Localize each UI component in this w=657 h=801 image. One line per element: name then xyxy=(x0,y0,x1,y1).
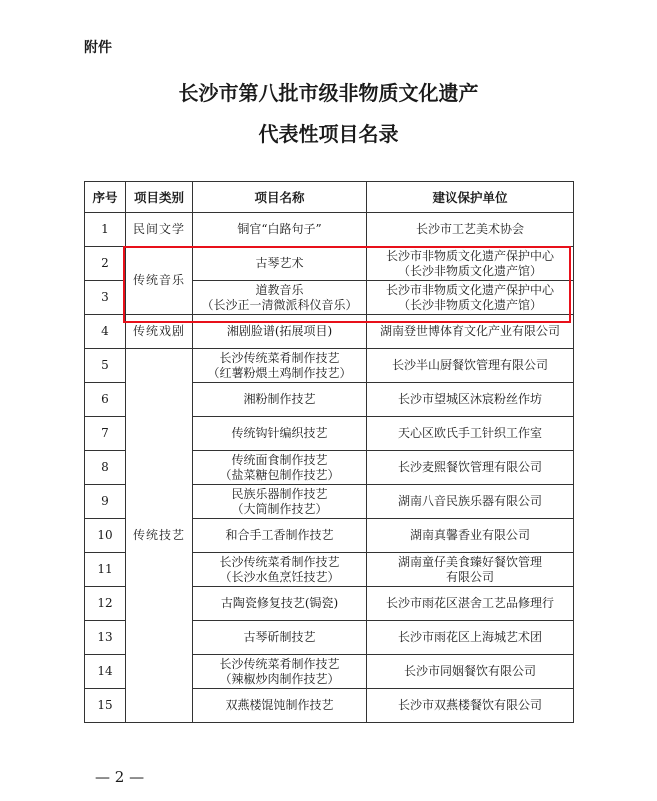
category-cell: 传统戏剧 xyxy=(126,315,193,349)
project-name-line: 古琴斫制技艺 xyxy=(243,630,316,644)
protection-unit-cell xyxy=(367,519,574,553)
page-title-line1: 长沙市第八批市级非物质文化遗产 xyxy=(178,81,479,105)
header-serial: 序号 xyxy=(85,182,126,213)
project-name-cell xyxy=(193,587,367,621)
project-name-line: 民族乐器制作技艺 xyxy=(231,486,328,501)
table-row xyxy=(85,213,574,247)
project-name-line: 湘粉制作技艺 xyxy=(243,392,316,406)
project-name-line: 双燕楼馄饨制作技艺 xyxy=(225,698,334,712)
protection-unit-cell xyxy=(367,417,574,451)
protection-unit-line: 长沙麦熙餐饮管理有限公司 xyxy=(397,460,542,474)
protection-unit-line: 长沙半山厨餐饮管理有限公司 xyxy=(391,358,548,372)
protection-unit-line: 长沙市望城区沐宸粉丝作坊 xyxy=(397,392,542,406)
project-name-cell xyxy=(193,553,367,587)
table-row xyxy=(85,315,574,349)
project-name-line: 传统面食制作技艺 xyxy=(231,452,328,467)
row-number: 6 xyxy=(85,383,126,417)
project-name-line: 湘剧脸谱(拓展项目) xyxy=(226,324,333,338)
protection-unit-line: 湖南童仔美食臻好餐饮管理 xyxy=(397,554,542,569)
header-category: 项目类别 xyxy=(126,182,193,213)
project-name-cell xyxy=(193,247,367,281)
project-name-cell xyxy=(193,383,367,417)
protection-unit-line: 湖南登世博体育文化产业有限公司 xyxy=(379,324,560,338)
project-name-cell xyxy=(193,213,367,247)
project-name-cell xyxy=(193,281,367,315)
project-name-cell xyxy=(193,519,367,553)
row-number: 8 xyxy=(85,451,126,485)
project-name-cell xyxy=(193,689,367,723)
row-number: 14 xyxy=(85,655,126,689)
protection-unit-cell xyxy=(367,315,574,349)
project-name-line: 传统钩针编织技艺 xyxy=(231,426,328,440)
protection-unit-line: 长沙市同姻餐饮有限公司 xyxy=(403,664,536,678)
table-header-row xyxy=(85,182,574,213)
project-name-line: 古陶瓷修复技艺(锔瓷) xyxy=(220,596,339,610)
page-title-line2: 代表性项目名录 xyxy=(258,122,399,146)
table-row xyxy=(85,349,574,383)
category-cell: 传统技艺 xyxy=(126,349,193,723)
protection-unit-line: 长沙市双燕楼餐饮有限公司 xyxy=(397,698,542,712)
project-name-line: （长沙水鱼烹饪技艺） xyxy=(219,569,340,584)
row-number: 12 xyxy=(85,587,126,621)
row-number: 15 xyxy=(85,689,126,723)
attachment-label: 附件 xyxy=(84,40,112,56)
project-name-line: 长沙传统菜肴制作技艺 xyxy=(219,350,340,365)
protection-unit-line: 湖南真馨香业有限公司 xyxy=(409,528,530,542)
protection-unit-cell xyxy=(367,553,574,587)
protection-unit-cell xyxy=(367,213,574,247)
row-number: 11 xyxy=(85,553,126,587)
header-protection-unit: 建议保护单位 xyxy=(367,182,574,213)
page-number: — 2 — xyxy=(95,768,145,786)
protection-unit-line: 湖南八音民族乐器有限公司 xyxy=(397,494,542,508)
row-number: 3 xyxy=(85,281,126,315)
protection-unit-line: 长沙市雨花区上海城艺术团 xyxy=(397,630,542,644)
project-name-line: （辣椒炒肉制作技艺） xyxy=(219,671,340,686)
project-name-line: 和合手工香制作技艺 xyxy=(225,528,334,542)
heritage-list-table xyxy=(84,181,574,723)
protection-unit-cell xyxy=(367,587,574,621)
protection-unit-cell xyxy=(367,689,574,723)
row-number: 10 xyxy=(85,519,126,553)
protection-unit-cell xyxy=(367,451,574,485)
project-name-cell xyxy=(193,485,367,519)
table-row xyxy=(85,247,574,281)
project-name-line: （大筒制作技艺） xyxy=(231,501,328,516)
protection-unit-line: （长沙非物质文化遗产馆） xyxy=(397,297,542,312)
protection-unit-line: 天心区欧氏手工针织工作室 xyxy=(397,426,542,440)
protection-unit-cell xyxy=(367,281,574,315)
header-project-name: 项目名称 xyxy=(193,182,367,213)
protection-unit-cell xyxy=(367,655,574,689)
project-name-cell xyxy=(193,621,367,655)
category-cell: 传统音乐 xyxy=(126,247,193,315)
project-name-line: 铜官“白路句子” xyxy=(237,222,322,236)
project-name-line: （红薯粉煨土鸡制作技艺） xyxy=(207,365,352,380)
protection-unit-line: 长沙市非物质文化遗产保护中心 xyxy=(385,248,554,263)
row-number: 7 xyxy=(85,417,126,451)
protection-unit-line: 长沙市非物质文化遗产保护中心 xyxy=(385,282,554,297)
protection-unit-cell xyxy=(367,383,574,417)
protection-unit-line: 长沙市雨花区湛舍工艺品修理行 xyxy=(385,596,554,610)
protection-unit-cell xyxy=(367,621,574,655)
row-number: 9 xyxy=(85,485,126,519)
row-number: 13 xyxy=(85,621,126,655)
project-name-line: 长沙传统菜肴制作技艺 xyxy=(219,656,340,671)
project-name-cell xyxy=(193,349,367,383)
row-number: 5 xyxy=(85,349,126,383)
project-name-line: 长沙传统菜肴制作技艺 xyxy=(219,554,340,569)
project-name-line: 道教音乐 xyxy=(255,282,304,297)
project-name-cell xyxy=(193,451,367,485)
row-number: 2 xyxy=(85,247,126,281)
project-name-cell xyxy=(193,655,367,689)
protection-unit-line: 有限公司 xyxy=(445,569,494,584)
protection-unit-cell xyxy=(367,247,574,281)
project-name-line: （盐菜糖包制作技艺） xyxy=(219,467,340,482)
project-name-cell xyxy=(193,417,367,451)
protection-unit-line: 长沙市工艺美术协会 xyxy=(415,222,524,236)
project-name-cell xyxy=(193,315,367,349)
row-number: 1 xyxy=(85,213,126,247)
category-cell: 民间文学 xyxy=(126,213,193,247)
project-name-line: 古琴艺术 xyxy=(255,256,304,270)
protection-unit-cell xyxy=(367,349,574,383)
row-number: 4 xyxy=(85,315,126,349)
protection-unit-cell xyxy=(367,485,574,519)
project-name-line: （长沙正一清微派科仪音乐） xyxy=(201,297,358,312)
protection-unit-line: （长沙非物质文化遗产馆） xyxy=(397,263,542,278)
